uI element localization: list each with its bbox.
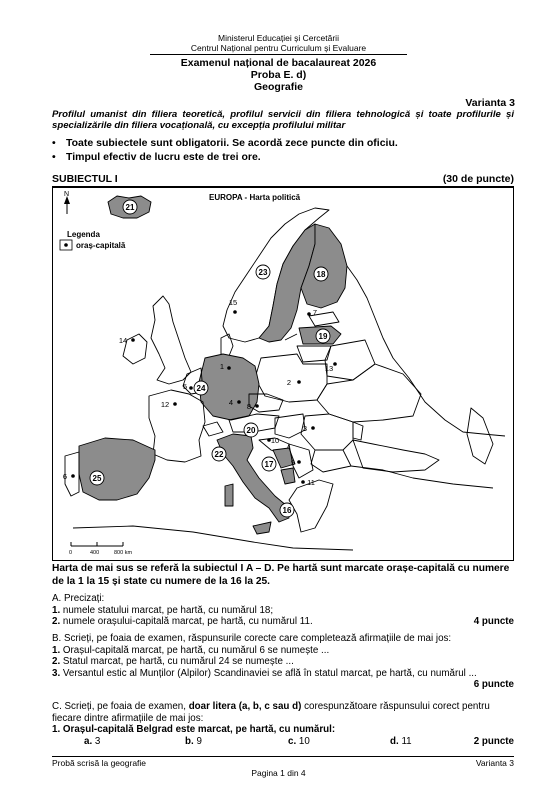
- capital-number-10: 10: [270, 436, 280, 445]
- option-b: b. 9: [185, 735, 202, 747]
- capital-dot-icon: [297, 460, 301, 464]
- section-b-item: 2. Statul marcat, pe hartă, cu numărul 24 se numește ...: [52, 656, 294, 668]
- russia-border: [347, 266, 505, 436]
- sardinia-shape: [225, 484, 233, 506]
- instruction-item: • Toate subiectele sunt obligatorii. Se acordă zece puncte din oficiu.: [52, 137, 398, 151]
- legend-title: Legenda: [67, 230, 100, 239]
- ministry-name: Ministerul Educației și Cercetării: [218, 33, 339, 43]
- belarus-shape: [325, 340, 375, 380]
- moldova-shape: [353, 422, 363, 440]
- subiect-points: (30 de puncte): [442, 173, 514, 185]
- capital-number-15: 15: [228, 298, 238, 307]
- capital-dot-icon: [301, 480, 305, 484]
- capital-number-14: 14: [118, 336, 128, 345]
- state-number-24: 24: [196, 384, 206, 393]
- great-britain-shape: [151, 296, 191, 384]
- capital-dot-icon: [233, 310, 237, 314]
- option-d: d. 11: [390, 735, 412, 747]
- north-arrow-icon: [64, 191, 70, 214]
- france-shape: [149, 390, 205, 462]
- state-number-20: 20: [246, 426, 256, 435]
- section-c-question: 1. Orașul-capitală Belgrad este marcat, pe hartă, cu numărul:: [52, 724, 336, 736]
- capital-dot-icon: [227, 366, 231, 370]
- capital-number-4: 4: [228, 398, 234, 407]
- section-c-points: 2 puncte: [473, 735, 514, 747]
- svg-text:0: 0: [69, 550, 73, 556]
- greece-shape: [289, 480, 333, 532]
- subiect-title: SUBIECTUL I: [52, 173, 118, 185]
- subiect-heading: [52, 173, 514, 187]
- hungary-shape: [275, 414, 308, 438]
- europe-political-map: [52, 187, 514, 561]
- capital-number-11: 11: [307, 478, 315, 487]
- state-number-23: 23: [258, 268, 268, 277]
- capital-number-13: 13: [324, 364, 334, 373]
- black-sea-coast: [353, 440, 439, 472]
- capital-dot-icon: [307, 312, 311, 316]
- section-a: [52, 593, 514, 628]
- instruction-item: • Timpul efectiv de lucru este de trei ore.: [52, 151, 398, 165]
- capital-dot-icon: [311, 426, 315, 430]
- denmark-shape: [221, 334, 233, 356]
- state-number-18: 18: [316, 270, 326, 279]
- profile-note: Profilul umanist din filiera teoretică, profilul servicii din filiera tehnologică și toate profilurile și specializările din filiera vocațională, cu excepția profilului militar: [52, 109, 514, 131]
- section-c: [52, 701, 514, 748]
- baltic-coast: [285, 334, 297, 340]
- capital-dot-icon: [297, 380, 301, 384]
- capital-number-3: 3: [302, 424, 308, 433]
- varianta-label: Varianta 3: [465, 97, 515, 109]
- capital-dot-icon: [333, 362, 337, 366]
- subject-title: Geografie: [253, 81, 303, 93]
- section-b-item: 1. Orașul-capitală marcat, pe hartă, cu numărul 6 se numește ...: [52, 644, 330, 656]
- montenegro-shape: [281, 468, 295, 484]
- section-a-heading: A. Precizați:: [52, 593, 105, 604]
- capital-dot-icon: [131, 338, 135, 342]
- sicily-shape: [253, 522, 271, 534]
- state-number-21: 21: [125, 203, 135, 212]
- section-b-heading: B. Scrieți, pe foaia de examen, răspunsurile corecte care completează afirmațiile de mai jos:: [52, 633, 452, 644]
- romania-shape: [301, 414, 353, 450]
- switzerland-shape: [203, 422, 223, 436]
- state-number-25: 25: [92, 474, 102, 483]
- state-number-17: 17: [264, 460, 274, 469]
- caspian-shape: [467, 408, 493, 464]
- capital-number-6: 6: [62, 472, 68, 481]
- spain-shape: [79, 438, 155, 500]
- map-intro: Harta de mai sus se referă la subiectul I A – D. Pe hartă sunt marcate orașe-capitală cu numere de la 1 la 15 și state cu numere de la 16 la 25.: [52, 563, 510, 587]
- lithuania-shape: [297, 346, 331, 362]
- footer-left: Probă scrisă la geografie: [52, 758, 147, 768]
- proba-label: Proba E. d): [250, 69, 307, 81]
- capital-number-5: 5: [182, 382, 188, 391]
- footer-right: Varianta 3: [475, 758, 514, 768]
- state-number-19: 19: [318, 332, 328, 341]
- capital-dot-icon: [71, 474, 75, 478]
- center-name: Centrul Național pentru Curriculum și Evaluare: [190, 43, 367, 53]
- svg-text:N: N: [64, 191, 70, 198]
- exam-title: Examenul național de bacalaureat 2026: [180, 57, 377, 69]
- section-a-item: 2. numele orașului-capitală marcat, pe hartă, cu numărul 11. 4 puncte: [52, 616, 514, 628]
- section-b-points: 6 puncte: [473, 679, 514, 691]
- capital-number-9: 9: [290, 458, 296, 467]
- section-c-options: [52, 736, 514, 748]
- instructions-list: [52, 137, 398, 164]
- section-a-item: 1. numele statului marcat, pe hartă, cu numărul 18;: [52, 604, 274, 616]
- state-number-16: 16: [282, 506, 292, 515]
- footer-page: Pagina 1 din 4: [251, 768, 306, 778]
- capital-dot-icon: [189, 386, 193, 390]
- capital-number-8: 8: [246, 402, 252, 411]
- capital-dot-icon: [173, 402, 177, 406]
- capital-number-7: 7: [312, 308, 318, 317]
- capital-number-1: 1: [219, 362, 225, 371]
- legend-item: oraș-capitală: [76, 241, 126, 250]
- italy-shape: [214, 434, 289, 522]
- bulgaria-shape: [311, 450, 351, 472]
- option-a: a. 3: [84, 735, 101, 747]
- portugal-shape: [62, 452, 79, 496]
- header-rule: [150, 54, 407, 55]
- map-svg: [53, 188, 514, 561]
- capital-dot-icon: [237, 400, 241, 404]
- capital-dot-icon: [255, 404, 259, 408]
- footer-rule: [52, 756, 514, 757]
- capital-number-12: 12: [160, 400, 170, 409]
- legend-dot-icon: [64, 243, 68, 247]
- section-a-points: 4 puncte: [473, 616, 514, 628]
- state-number-22: 22: [214, 450, 224, 459]
- scale-bar: [69, 542, 132, 556]
- svg-text:400: 400: [90, 550, 100, 556]
- section-b: [52, 633, 514, 691]
- section-b-item: 3. Versantul estic al Munților (Alpilor) Scandinaviei se află în statul marcat, pe hartă, cu numărul ...: [52, 667, 477, 679]
- svg-text:800 km: 800 km: [114, 550, 133, 556]
- option-c: c. 10: [288, 735, 310, 747]
- section-c-heading: C. Scrieți, pe foaia de examen, doar litera (a, b, c sau d) corespunzătoare răspunsului corect pentru fiecare dintre afirmațiile de mai jos:: [52, 701, 490, 724]
- capital-number-2: 2: [286, 378, 292, 387]
- map-title: EUROPA - Harta politică: [209, 193, 301, 202]
